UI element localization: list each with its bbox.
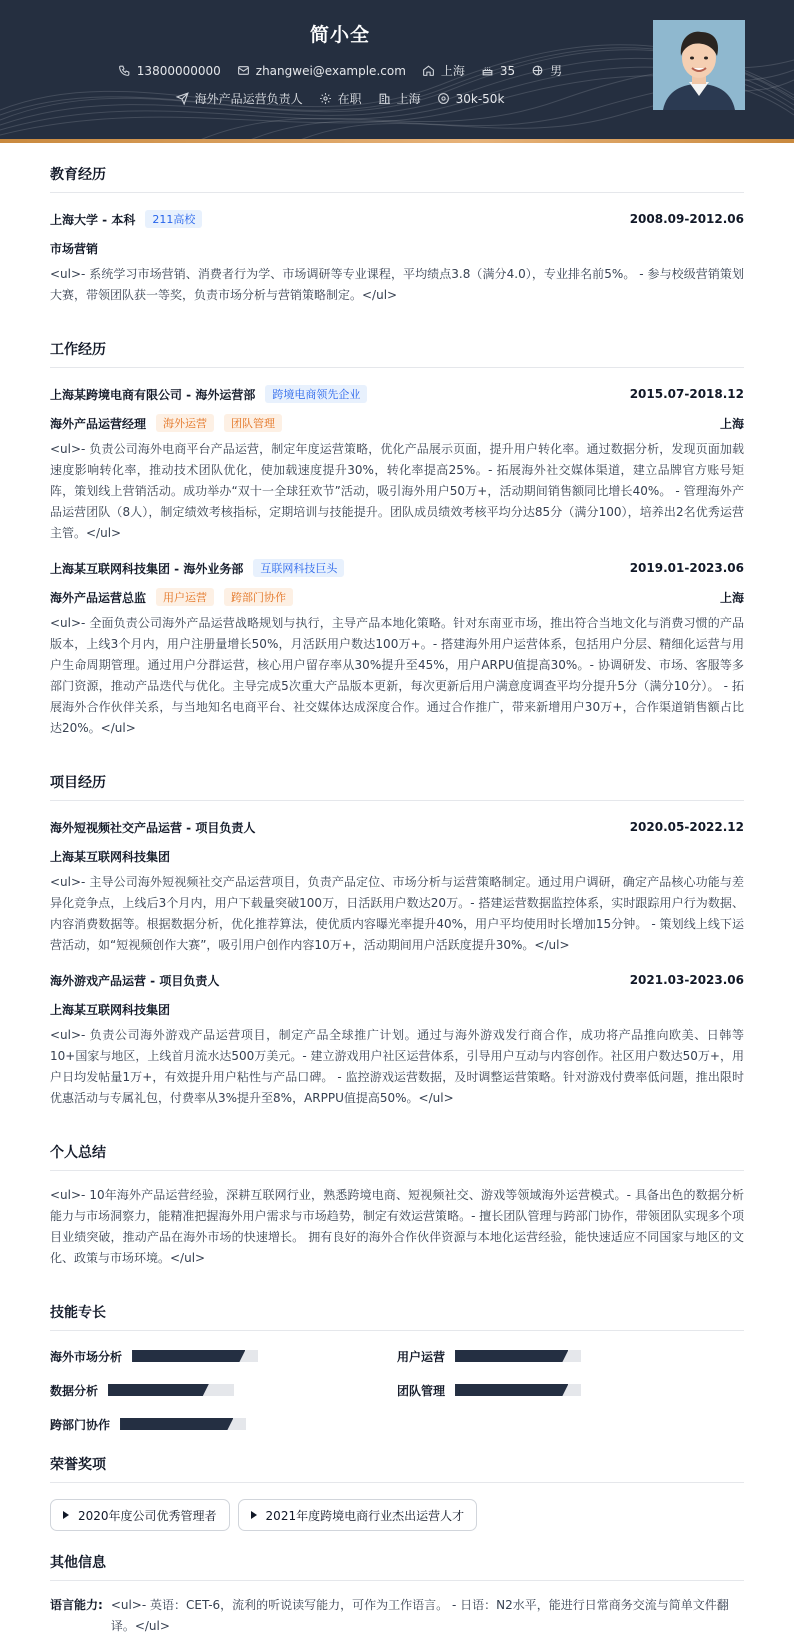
salary-icon (437, 92, 450, 105)
job-intent-row (0, 90, 680, 107)
status-item (319, 90, 362, 107)
target-position-item (176, 90, 303, 107)
skill-bar (132, 1350, 258, 1362)
education-major-row (50, 235, 744, 261)
send-icon (176, 92, 189, 105)
position-name: 海外产品运营总监 (50, 590, 147, 605)
skill-name: 数据分析 (50, 1383, 99, 1398)
phone-text: 13800000000 (136, 63, 221, 78)
cake-icon (481, 64, 494, 77)
education-date: 2008.09-2012.06 (629, 212, 744, 226)
company-tag: 跨境电商领先企业 (265, 385, 367, 403)
work-description: <ul>- 全面负责公司海外产品运营战略规划与执行，主导产品本地化策略。针对东南亚市场，推出符合当地文化与消费习惯的产品版本，上线3个月内，用户注册量增长50%，月活跃用户数达100万+。- 搭建海外用户运营体系，包括用户分层、精细化运营与用户生命周期管理。通过用户分群运营，核心用户留存率从30%提升至45%，用户ARPU值提高30%。- 协调研发、市场、客服等多部门资源，推动产品迭代与优化。主导完成5次重大产品版本更新，每次更新后用户满意度调查平均分提升5分（满分10分）。 - 拓展海外合作伙伴关系，与当地知名电商平台、社交媒体达成深度合作。通过合作推广，带来新增用户30万+，合作渠道销售额占比达20%。</ul> (50, 616, 744, 735)
skill-bar-fill (132, 1350, 245, 1362)
phone-item (118, 64, 221, 78)
skill-item (397, 1347, 744, 1365)
skill-bar (120, 1418, 246, 1430)
language-label: 语言能力: (50, 1598, 103, 1612)
education-school (50, 210, 202, 228)
project-date: 2021.03-2023.06 (629, 973, 744, 987)
other-section-title: 其他信息 (50, 1531, 744, 1581)
work-location: 上海 (719, 590, 744, 605)
skill-item (397, 1381, 744, 1399)
education-entry-header (50, 207, 744, 231)
avatar-portrait (653, 20, 745, 110)
city-text: 上海 (440, 64, 465, 78)
project-entry (50, 815, 744, 956)
language-text: <ul>- 英语：CET-6，流利的听说读写能力，可作为工作语言。 - 日语：N2水平，能进行日常商务交流与简单文件翻译。</ul> (110, 1598, 729, 1633)
salary-text: 30k-50k (455, 91, 505, 106)
skills-section-title: 技能专长 (50, 1281, 744, 1331)
honors-section-title: 荣誉奖项 (50, 1433, 744, 1483)
target-city-text: 上海 (396, 92, 421, 106)
project-description: <ul>- 负责公司海外游戏产品运营项目，制定产品全球推广计划。通过与海外游戏发行商合作，成功将产品推向欧美、日韩等10+国家与地区，上线首月流水达500万美元。- 建立游戏用户社区运营体系，引导用户互动与内容创作。社区用户数达50万+，用户日均发帖量1万+，有效提升用户粘性与产品口碑。 - 监控游戏运营数据，及时调整运营策略。针对游戏付费率低问题，推出限时优惠活动与专属礼包，付费率从3%提升至8%，ARPPU值提高50%。</ul> (50, 1028, 744, 1105)
education-section-title: 教育经历 (50, 143, 744, 193)
skill-bar-fill (108, 1384, 209, 1396)
gender-text: 男 (550, 64, 563, 78)
project-name: 海外游戏产品运营 - 项目负责人 (50, 973, 220, 988)
skill-item (50, 1347, 397, 1365)
education-major: 市场营销 (50, 241, 99, 256)
language-row (50, 1595, 744, 1637)
project-date: 2020.05-2022.12 (629, 820, 744, 834)
salary-item (437, 92, 505, 106)
mail-icon (237, 64, 250, 77)
summary-text: <ul>- 10年海外产品运营经验，深耕互联网行业，熟悉跨境电商、短视频社交、游戏等领域海外运营模式。- 具备出色的数据分析能力与市场洞察力，能精准把握海外用户需求与市场趋势，制定有效运营策略。- 擅长团队管理与跨部门协作，带领团队实现多个项目业绩突破，推动产品在海外市场的快速增长。 拥有良好的海外合作伙伴资源与本地化运营经验，能快速适应不同国家与地区的文化、政策与市场环境。</ul> (50, 1188, 744, 1265)
skill-bar (455, 1350, 581, 1362)
project-name: 海外短视频社交产品运营 - 项目负责人 (50, 820, 256, 835)
triangle-bullet-icon (63, 1511, 69, 1519)
project-description: <ul>- 主导公司海外短视频社交产品运营项目，负责产品定位、市场分析与运营策略制定。通过用户调研，确定产品核心功能与差异化竞争点，上线后3个月内，用户下载量突破100万，日活跃用户数达20万。- 搭建运营数据监控体系，实时跟踪用户行为数据、内容消费数据等。根据数据分析，优化推荐算法，使优质内容曝光率提升40%，用户平均使用时长增加15分钟。 - 策划线上线下运营活动，如“短视频创作大赛”，吸引用户创作内容10万+，活动期间用户活跃度提升30%。</ul> (50, 875, 744, 952)
work-company (50, 559, 344, 577)
skill-name: 用户运营 (397, 1349, 446, 1364)
work-position (50, 588, 293, 606)
project-entry (50, 968, 744, 1109)
honor-item (50, 1499, 230, 1531)
skill-bar (108, 1384, 234, 1396)
work-date: 2019.01-2023.06 (629, 561, 744, 575)
honor-text: 2021年度跨境电商行业杰出运营人才 (265, 1508, 465, 1523)
skill-bar (455, 1384, 581, 1396)
target-position-text: 海外产品运营负责人 (194, 92, 303, 106)
header-accent-bar (0, 139, 794, 143)
work-description: <ul>- 负责公司海外电商平台产品运营，制定年度运营策略，优化产品展示页面，提升用户转化率。通过数据分析，发现页面加载速度影响转化率，推动技术团队优化，使加载速度提升30%，转化率提高25%。- 拓展海外社交媒体渠道，建立品牌官方账号矩阵，策划线上营销活动。成功举办“双十一全球狂欢节”活动，吸引海外用户50万+，活动期间销售额同比增长40%。 - 管理海外产品运营团队（8人），制定绩效考核指标，定期培训与技能提升。团队成员绩效考核平均分达85分（满分100），培养出2名优秀运营主管。</ul> (50, 442, 744, 540)
age-text: 35 (499, 63, 516, 78)
project-entry-header (50, 968, 744, 992)
school-name: 上海大学 - 本科 (50, 212, 136, 227)
work-entry (50, 382, 744, 544)
work-section-title: 工作经历 (50, 318, 744, 368)
school-tag: 211高校 (145, 210, 202, 228)
position-tag: 跨部门协作 (224, 588, 293, 606)
work-position-row (50, 410, 744, 436)
resume-header (0, 0, 794, 143)
project-company: 上海某互联网科技集团 (50, 1002, 171, 1017)
gender-icon (531, 64, 544, 77)
work-location: 上海 (719, 416, 744, 431)
resume-body (0, 143, 794, 1637)
education-description: <ul>- 系统学习市场营销、消费者行为学、市场调研等专业课程，平均绩点3.8（满分4.0），专业排名前5%。 - 参与校级营销策划大赛，带领团队获一等奖，负责市场分析与营销策略制定。</ul> (50, 267, 744, 302)
work-entry-header (50, 382, 744, 406)
contact-info-row (0, 62, 680, 79)
skill-bar-fill (455, 1384, 568, 1396)
work-position-row (50, 584, 744, 610)
work-company (50, 385, 367, 403)
city-item (422, 62, 465, 79)
honors-list (50, 1497, 744, 1531)
work-entry-header (50, 556, 744, 580)
home-icon (422, 64, 435, 77)
skill-bar-fill (120, 1418, 233, 1430)
skill-name: 跨部门协作 (50, 1417, 111, 1432)
project-company-row (50, 996, 744, 1022)
status-icon (319, 92, 332, 105)
status-text: 在职 (337, 92, 362, 106)
company-tag: 互联网科技巨头 (253, 559, 344, 577)
age-item (481, 64, 515, 78)
summary-section-title: 个人总结 (50, 1121, 744, 1171)
education-entry (50, 207, 744, 306)
skill-bar-fill (455, 1350, 568, 1362)
phone-icon (118, 64, 131, 77)
work-position (50, 414, 282, 432)
email-item (237, 64, 406, 78)
position-tag: 用户运营 (156, 588, 214, 606)
position-name: 海外产品运营经理 (50, 416, 147, 431)
gender-item (531, 62, 562, 79)
triangle-bullet-icon (251, 1511, 257, 1519)
company-name: 上海某互联网科技集团 - 海外业务部 (50, 561, 244, 576)
position-tag: 海外运营 (156, 414, 214, 432)
skills-grid (50, 1345, 744, 1433)
company-name: 上海某跨境电商有限公司 - 海外运营部 (50, 387, 256, 402)
building-icon (378, 92, 391, 105)
avatar-photo (653, 20, 745, 110)
honor-text: 2020年度公司优秀管理者 (78, 1508, 217, 1523)
email-text: zhangwei@example.com (255, 63, 406, 78)
work-entry (50, 556, 744, 739)
position-tag: 团队管理 (224, 414, 282, 432)
projects-section-title: 项目经历 (50, 751, 744, 801)
project-company: 上海某互联网科技集团 (50, 849, 171, 864)
candidate-name: 简小全 (309, 24, 370, 46)
work-date: 2015.07-2018.12 (629, 387, 744, 401)
target-city-item (378, 90, 421, 107)
project-company-row (50, 843, 744, 869)
honor-item (238, 1499, 478, 1531)
skill-name: 海外市场分析 (50, 1349, 123, 1364)
skill-name: 团队管理 (397, 1383, 446, 1398)
skill-item (50, 1381, 397, 1399)
project-entry-header (50, 815, 744, 839)
skill-item (50, 1415, 397, 1433)
